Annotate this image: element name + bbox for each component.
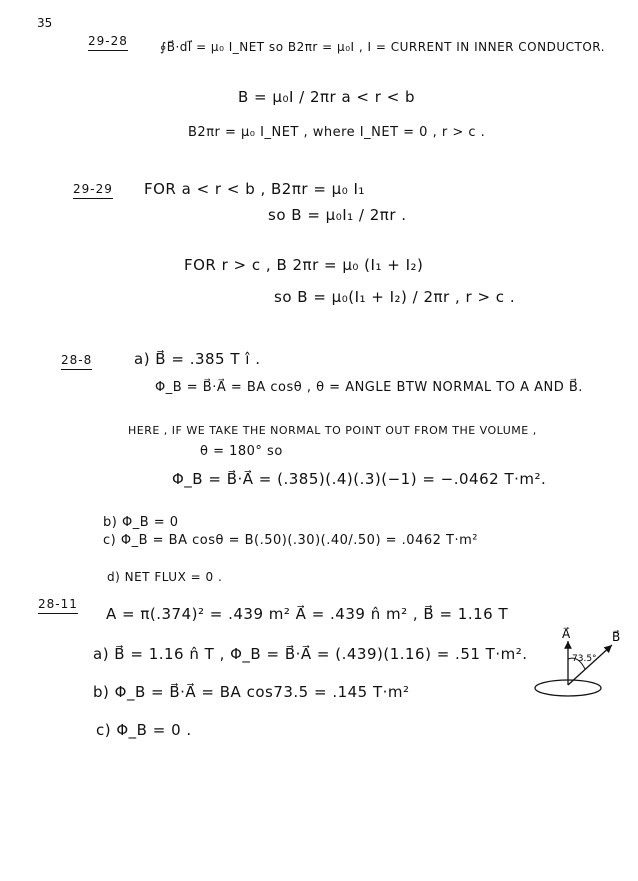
angle-label: 73.5° [572,654,597,664]
eq-28-11-line1: A = π(.374)² = .439 m² A⃗ = .439 n̂ m² , B⃗ = 1.16 T [106,605,509,623]
eq-28-8-a2: Φ_B = B⃗·A⃗ = BA cosθ , θ = ANGLE BTW NORMAL TO A AND B⃗. [155,380,583,395]
eq-28-8-c: c) Φ_B = BA cosθ = B(.50)(.30)(.40/.50) = .0462 T·m² [103,533,478,548]
problem-label-29-29: 29-29 [73,182,113,196]
page-number: 35 [37,16,53,30]
eq-28-8-a4: θ = 180° so [200,444,283,459]
problem-label-29-28: 29-28 [88,34,128,48]
eq-28-8-a3: HERE , IF WE TAKE THE NORMAL TO POINT OUT FROM THE VOLUME , [128,424,537,437]
problem-label-28-8: 28-8 [61,353,92,367]
eq-28-11-a: a) B⃗ = 1.16 n̂ T , Φ_B = B⃗·A⃗ = (.439)(1.16) = .51 T·m². [93,645,528,663]
problem-label-28-11: 28-11 [38,597,78,611]
eq-28-11-c: c) Φ_B = 0 . [96,721,192,739]
eq-28-8-d: d) NET FLUX = 0 . [107,570,223,584]
eq-28-8-a5: Φ_B = B⃗·A⃗ = (.385)(.4)(.3)(−1) = −.0462 T·m². [172,470,547,488]
flux-diagram [530,625,635,705]
eq-28-8-b: b) Φ_B = 0 [103,515,179,530]
eq-29-29-line1: FOR a < r < b , B2πr = μ₀ I₁ [144,180,365,198]
vector-a-label: A⃗ [562,627,571,641]
field-vector-arrow [568,645,612,685]
eq-29-28-line3: B2πr = μ₀ I_NET , where I_NET = 0 , r > c . [188,125,486,140]
eq-29-28-line1: ∮B⃗·dl⃗ = μ₀ I_NET so B2πr = μ₀I , I = CURRENT IN INNER CONDUCTOR. [160,40,606,54]
eq-29-29-line2: so B = μ₀I₁ / 2πr . [268,206,407,224]
eq-29-29-line4: so B = μ₀(I₁ + I₂) / 2πr , r > c . [274,288,516,306]
eq-28-11-b: b) Φ_B = B⃗·A⃗ = BA cos73.5 = .145 T·m² [93,683,410,701]
eq-29-28-line2: B = μ₀I / 2πr a < r < b [238,88,416,106]
eq-29-29-line3: FOR r > c , B 2πr = μ₀ (I₁ + I₂) [184,256,424,274]
vector-b-label: B⃗ [612,630,621,644]
eq-28-8-a1: a) B⃗ = .385 T î . [134,350,261,368]
